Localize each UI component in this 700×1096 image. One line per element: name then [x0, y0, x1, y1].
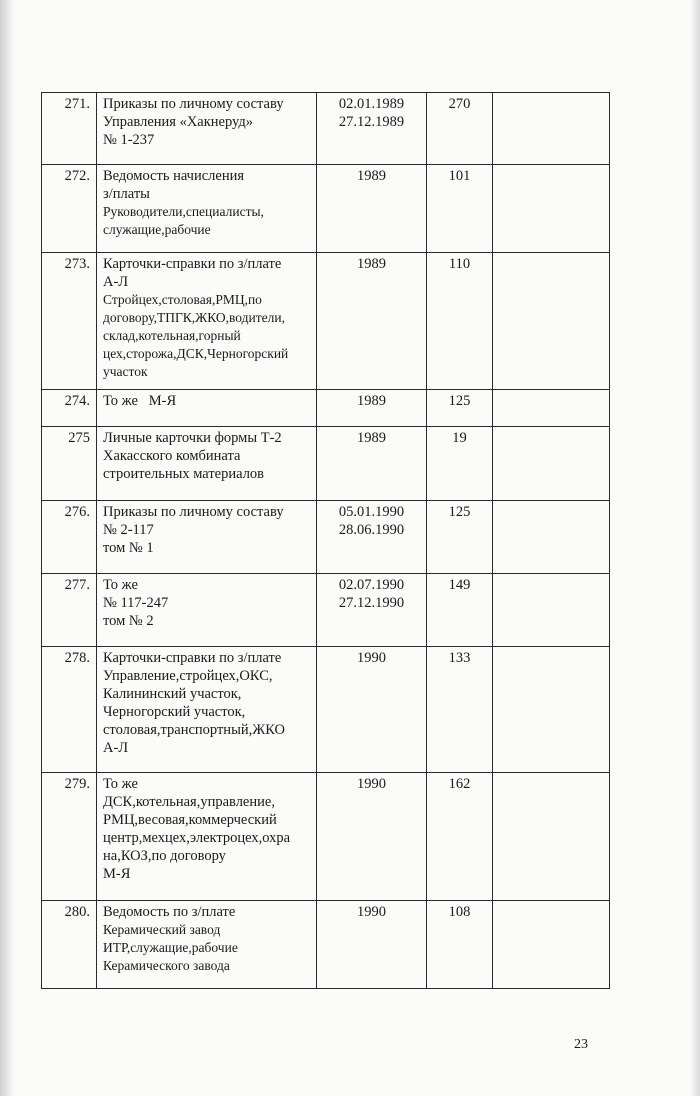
- title-line: РМЦ,весовая,коммерческий: [103, 812, 277, 828]
- title-line: том № 1: [103, 540, 154, 556]
- row-title: [97, 773, 317, 901]
- title-line: столовая,транспортный,ЖКО: [103, 722, 285, 738]
- title-subline: участок: [103, 364, 148, 379]
- title-line: Приказы по личному составу: [103, 96, 284, 112]
- scan-edge-right: [690, 0, 700, 1096]
- row-count: 270: [427, 93, 493, 165]
- row-dates: [317, 773, 427, 901]
- title-line: Ведомость начисления: [103, 168, 245, 184]
- row-dates: [317, 427, 427, 501]
- row-title: [97, 165, 317, 253]
- row-dates: [317, 901, 427, 989]
- title-subline: договору,ТПГК,ЖКО,водители,: [103, 310, 285, 325]
- title-line: № 1-237: [103, 132, 155, 148]
- row-title: [97, 427, 317, 501]
- date-line: 1990: [357, 776, 386, 792]
- title-line: том № 2: [103, 613, 154, 629]
- row-number: 276.: [42, 501, 97, 574]
- row-note: [493, 427, 610, 501]
- title-line: № 2-117: [103, 522, 154, 538]
- row-note: [493, 165, 610, 253]
- table-row: [42, 574, 610, 647]
- row-title: [97, 253, 317, 390]
- title-subline: ИТР,служащие,рабочие: [103, 940, 238, 955]
- title-line: Карточки-справки по з/плате: [103, 256, 282, 272]
- date-line: 1989: [357, 430, 386, 446]
- row-count: 162: [427, 773, 493, 901]
- title-line: Ведомость по з/плате: [103, 904, 236, 920]
- table-row: [42, 165, 610, 253]
- date-line: 1989: [357, 168, 386, 184]
- row-count: 110: [427, 253, 493, 390]
- page-number: 23: [574, 1037, 588, 1052]
- title-line: Калининский участок,: [103, 686, 242, 702]
- row-number: 277.: [42, 574, 97, 647]
- table-row: [42, 390, 610, 427]
- title-line: А-Л: [103, 274, 129, 290]
- date-line: 27.12.1990: [338, 595, 405, 611]
- scan-edge-left: [0, 0, 14, 1096]
- row-note: [493, 253, 610, 390]
- row-note: [493, 901, 610, 989]
- date-line: 02.01.1989: [338, 96, 405, 112]
- row-count: 108: [427, 901, 493, 989]
- row-count: 125: [427, 390, 493, 427]
- row-dates: [317, 253, 427, 390]
- row-dates: [317, 93, 427, 165]
- title-line: на,КОЗ,по договору: [103, 848, 226, 864]
- row-note: [493, 647, 610, 773]
- title-line: ДСК,котельная,управление,: [103, 794, 275, 810]
- title-line: Хакасского комбината: [103, 448, 241, 464]
- table-row: [42, 501, 610, 574]
- table-row: [42, 773, 610, 901]
- date-line: 1990: [357, 904, 386, 920]
- row-note: [493, 93, 610, 165]
- row-title: [97, 390, 317, 427]
- row-note: [493, 773, 610, 901]
- date-line: 1989: [357, 393, 386, 409]
- date-line: 05.01.1990: [338, 504, 405, 520]
- table-row: [42, 427, 610, 501]
- row-title: [97, 574, 317, 647]
- row-number: 278.: [42, 647, 97, 773]
- row-count: 149: [427, 574, 493, 647]
- table-row: [42, 901, 610, 989]
- title-subline: цех,сторожа,ДСК,Черногорский: [103, 346, 289, 361]
- row-count: 125: [427, 501, 493, 574]
- title-line: Управления «Хакнеруд»: [103, 114, 253, 130]
- row-number: 274.: [42, 390, 97, 427]
- row-dates: [317, 165, 427, 253]
- table-row: [42, 647, 610, 773]
- title-line: М-Я: [103, 866, 131, 882]
- title-line: з/платы: [103, 186, 150, 202]
- title-line: Личные карточки формы Т-2: [103, 430, 282, 446]
- row-note: [493, 501, 610, 574]
- title-line: То же: [103, 577, 138, 593]
- title-line: Черногорский участок,: [103, 704, 246, 720]
- row-number: 271.: [42, 93, 97, 165]
- title-subline: Керамического завода: [103, 958, 230, 973]
- title-line: Управление,стройцех,ОКС,: [103, 668, 273, 684]
- row-dates: [317, 647, 427, 773]
- row-number: 279.: [42, 773, 97, 901]
- title-subline: Керамический завод: [103, 922, 221, 937]
- title-line: Приказы по личному составу: [103, 504, 284, 520]
- row-note: [493, 574, 610, 647]
- row-number: 273.: [42, 253, 97, 390]
- table-row: [42, 93, 610, 165]
- row-title: [97, 901, 317, 989]
- row-count: 133: [427, 647, 493, 773]
- title-subline: Стройцех,столовая,РМЦ,по: [103, 292, 262, 307]
- row-number: 272.: [42, 165, 97, 253]
- row-dates: [317, 574, 427, 647]
- title-line: То же М-Я: [103, 393, 177, 409]
- row-title: [97, 501, 317, 574]
- table-row: [42, 253, 610, 390]
- row-count: 101: [427, 165, 493, 253]
- date-line: 02.07.1990: [338, 577, 405, 593]
- title-subline: склад,котельная,горный: [103, 328, 241, 343]
- row-dates: [317, 501, 427, 574]
- row-title: [97, 93, 317, 165]
- row-number: 275: [42, 427, 97, 501]
- row-dates: [317, 390, 427, 427]
- row-note: [493, 390, 610, 427]
- row-count: 19: [427, 427, 493, 501]
- row-title: [97, 647, 317, 773]
- title-line: Карточки-справки по з/плате: [103, 650, 282, 666]
- title-line: А-Л: [103, 740, 129, 756]
- row-number: 280.: [42, 901, 97, 989]
- date-line: 28.06.1990: [338, 522, 405, 538]
- title-subline: служащие,рабочие: [103, 222, 211, 237]
- date-line: 1989: [357, 256, 386, 272]
- date-line: 1990: [357, 650, 386, 666]
- records-table: [41, 92, 610, 989]
- title-line: То же: [103, 776, 138, 792]
- title-line: строительных материалов: [103, 466, 265, 482]
- title-line: № 117-247: [103, 595, 169, 611]
- date-line: 27.12.1989: [338, 114, 405, 130]
- title-line: центр,мехцех,электроцех,охра: [103, 830, 291, 846]
- title-subline: Руководители,специалисты,: [103, 204, 264, 219]
